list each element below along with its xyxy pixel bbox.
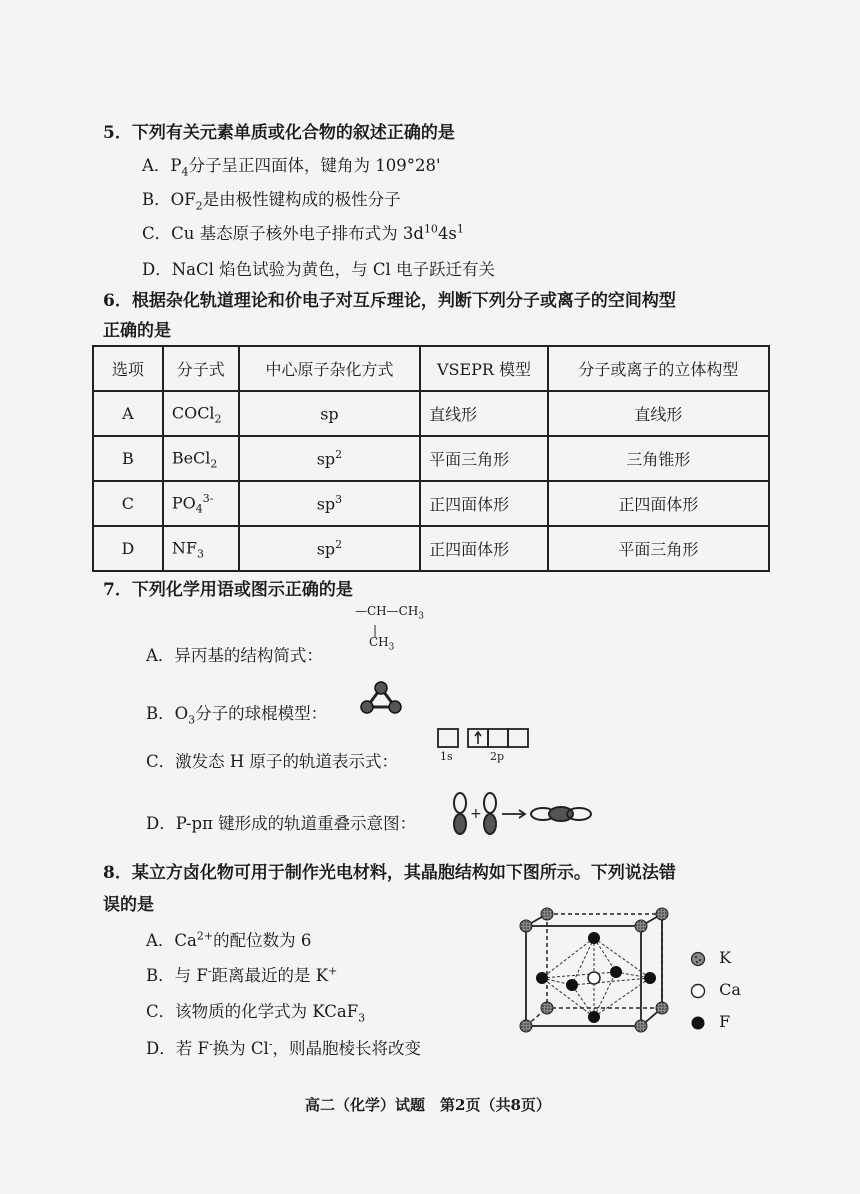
q5-option-d: D．NaCl 焰色试验为黄色，与 Cl 电子跃迁有关: [142, 260, 496, 279]
shape-cell: 正四面体形: [548, 481, 769, 526]
svg-text:+: +: [470, 806, 482, 822]
page-footer: 高二（化学）试题 第2页（共8页）: [305, 1096, 551, 1114]
q8-option-d: D．若 F-换为 Cl-，则晶胞棱长将改变: [146, 1037, 422, 1058]
q6-stem-line2: 正确的是: [103, 321, 171, 341]
table-row: [93, 436, 769, 481]
q7-option-b: B．$O_3$分子的球棍模型：: [146, 704, 328, 727]
q8-option-b: B．与 F-距离最近的是 K+: [146, 964, 338, 985]
hybridization-cell: $sp^2$: [239, 436, 420, 481]
table-header-row: [93, 346, 769, 391]
vsepr-cell: 正四面体形: [420, 481, 548, 526]
shape-cell: 直线形: [548, 391, 769, 436]
q7-option-a: A．异丙基的结构简式：: [146, 646, 323, 665]
q5-option-c: C．Cu 基态原子核外电子排布式为 $3d^{10}4s^1$: [142, 222, 464, 243]
q7-option-c: C．激发态 H 原子的轨道表示式：: [146, 752, 399, 771]
header-cell: 选项: [93, 346, 163, 391]
hybridization-cell: $sp^2$: [239, 526, 420, 571]
formula-cell: COCl$_2$: [163, 391, 239, 436]
q8-stem-line1: 8．某立方卤化物可用于制作光电材料，其晶胞结构如下图所示。下列说法错: [103, 863, 676, 883]
q7-stem: 7．下列化学用语或图示正确的是: [103, 580, 353, 600]
formula-cell: $PO_4^{3-}$: [163, 481, 239, 526]
q8-option-a: A．$Ca^{2+}$的配位数为 6: [146, 929, 312, 950]
q8-option-c: C．该物质的化学式为 KCaF$_3$: [146, 1002, 366, 1025]
legend-item-ca: Ca: [690, 980, 741, 999]
option-cell: D: [93, 526, 163, 571]
table-row: [93, 481, 769, 526]
header-cell: 分子式: [163, 346, 239, 391]
legend-item-f: F: [690, 1012, 730, 1031]
table-row: [93, 526, 769, 571]
ozone-ball-stick-icon: [358, 680, 404, 716]
p-p-pi-overlap-icon: [448, 790, 598, 838]
q8-stem-line2: 误的是: [103, 895, 154, 915]
table-row: [93, 391, 769, 436]
open-circle-icon: [690, 983, 706, 999]
vsepr-cell: 正四面体形: [420, 526, 548, 571]
isopropyl-formula: $—CH—CH_3$ | $CH_3$: [355, 604, 425, 653]
formula-cell: $NF_3$: [163, 526, 239, 571]
q6-table: [92, 345, 770, 572]
hybridization-cell: sp: [239, 391, 420, 436]
option-cell: A: [93, 391, 163, 436]
vsepr-cell: 直线形: [420, 391, 548, 436]
shape-cell: 三角锥形: [548, 436, 769, 481]
q5-option-a: A．$P_4$分子呈正四面体，键角为 109°28': [142, 156, 441, 179]
header-cell: VSEPR 模型: [420, 346, 548, 391]
formula-cell: BeCl$_2$: [163, 436, 239, 481]
orbital-label-1s: 1s: [440, 750, 453, 763]
legend-item-k: K: [690, 948, 731, 967]
filled-circle-icon: [690, 1015, 706, 1031]
header-cell: 中心原子杂化方式: [239, 346, 420, 391]
q5-option-b: B．$OF_2$是由极性键构成的极性分子: [142, 190, 401, 213]
q6-stem-line1: 6．根据杂化轨道理论和价电子对互斥理论，判断下列分子或离子的空间构型: [103, 291, 676, 311]
shape-cell: 平面三角形: [548, 526, 769, 571]
hybridization-cell: $sp^3$: [239, 481, 420, 526]
hatched-circle-icon: [690, 951, 706, 967]
q7-option-d: D．P-pπ 键形成的轨道重叠示意图：: [146, 814, 417, 833]
header-cell: 分子或离子的立体构型: [548, 346, 769, 391]
unit-cell-diagram: [512, 900, 682, 1035]
q5-stem: 5．下列有关元素单质或化合物的叙述正确的是: [103, 123, 455, 143]
option-cell: C: [93, 481, 163, 526]
option-cell: B: [93, 436, 163, 481]
vsepr-cell: 平面三角形: [420, 436, 548, 481]
orbital-label-2p: 2p: [490, 750, 505, 763]
